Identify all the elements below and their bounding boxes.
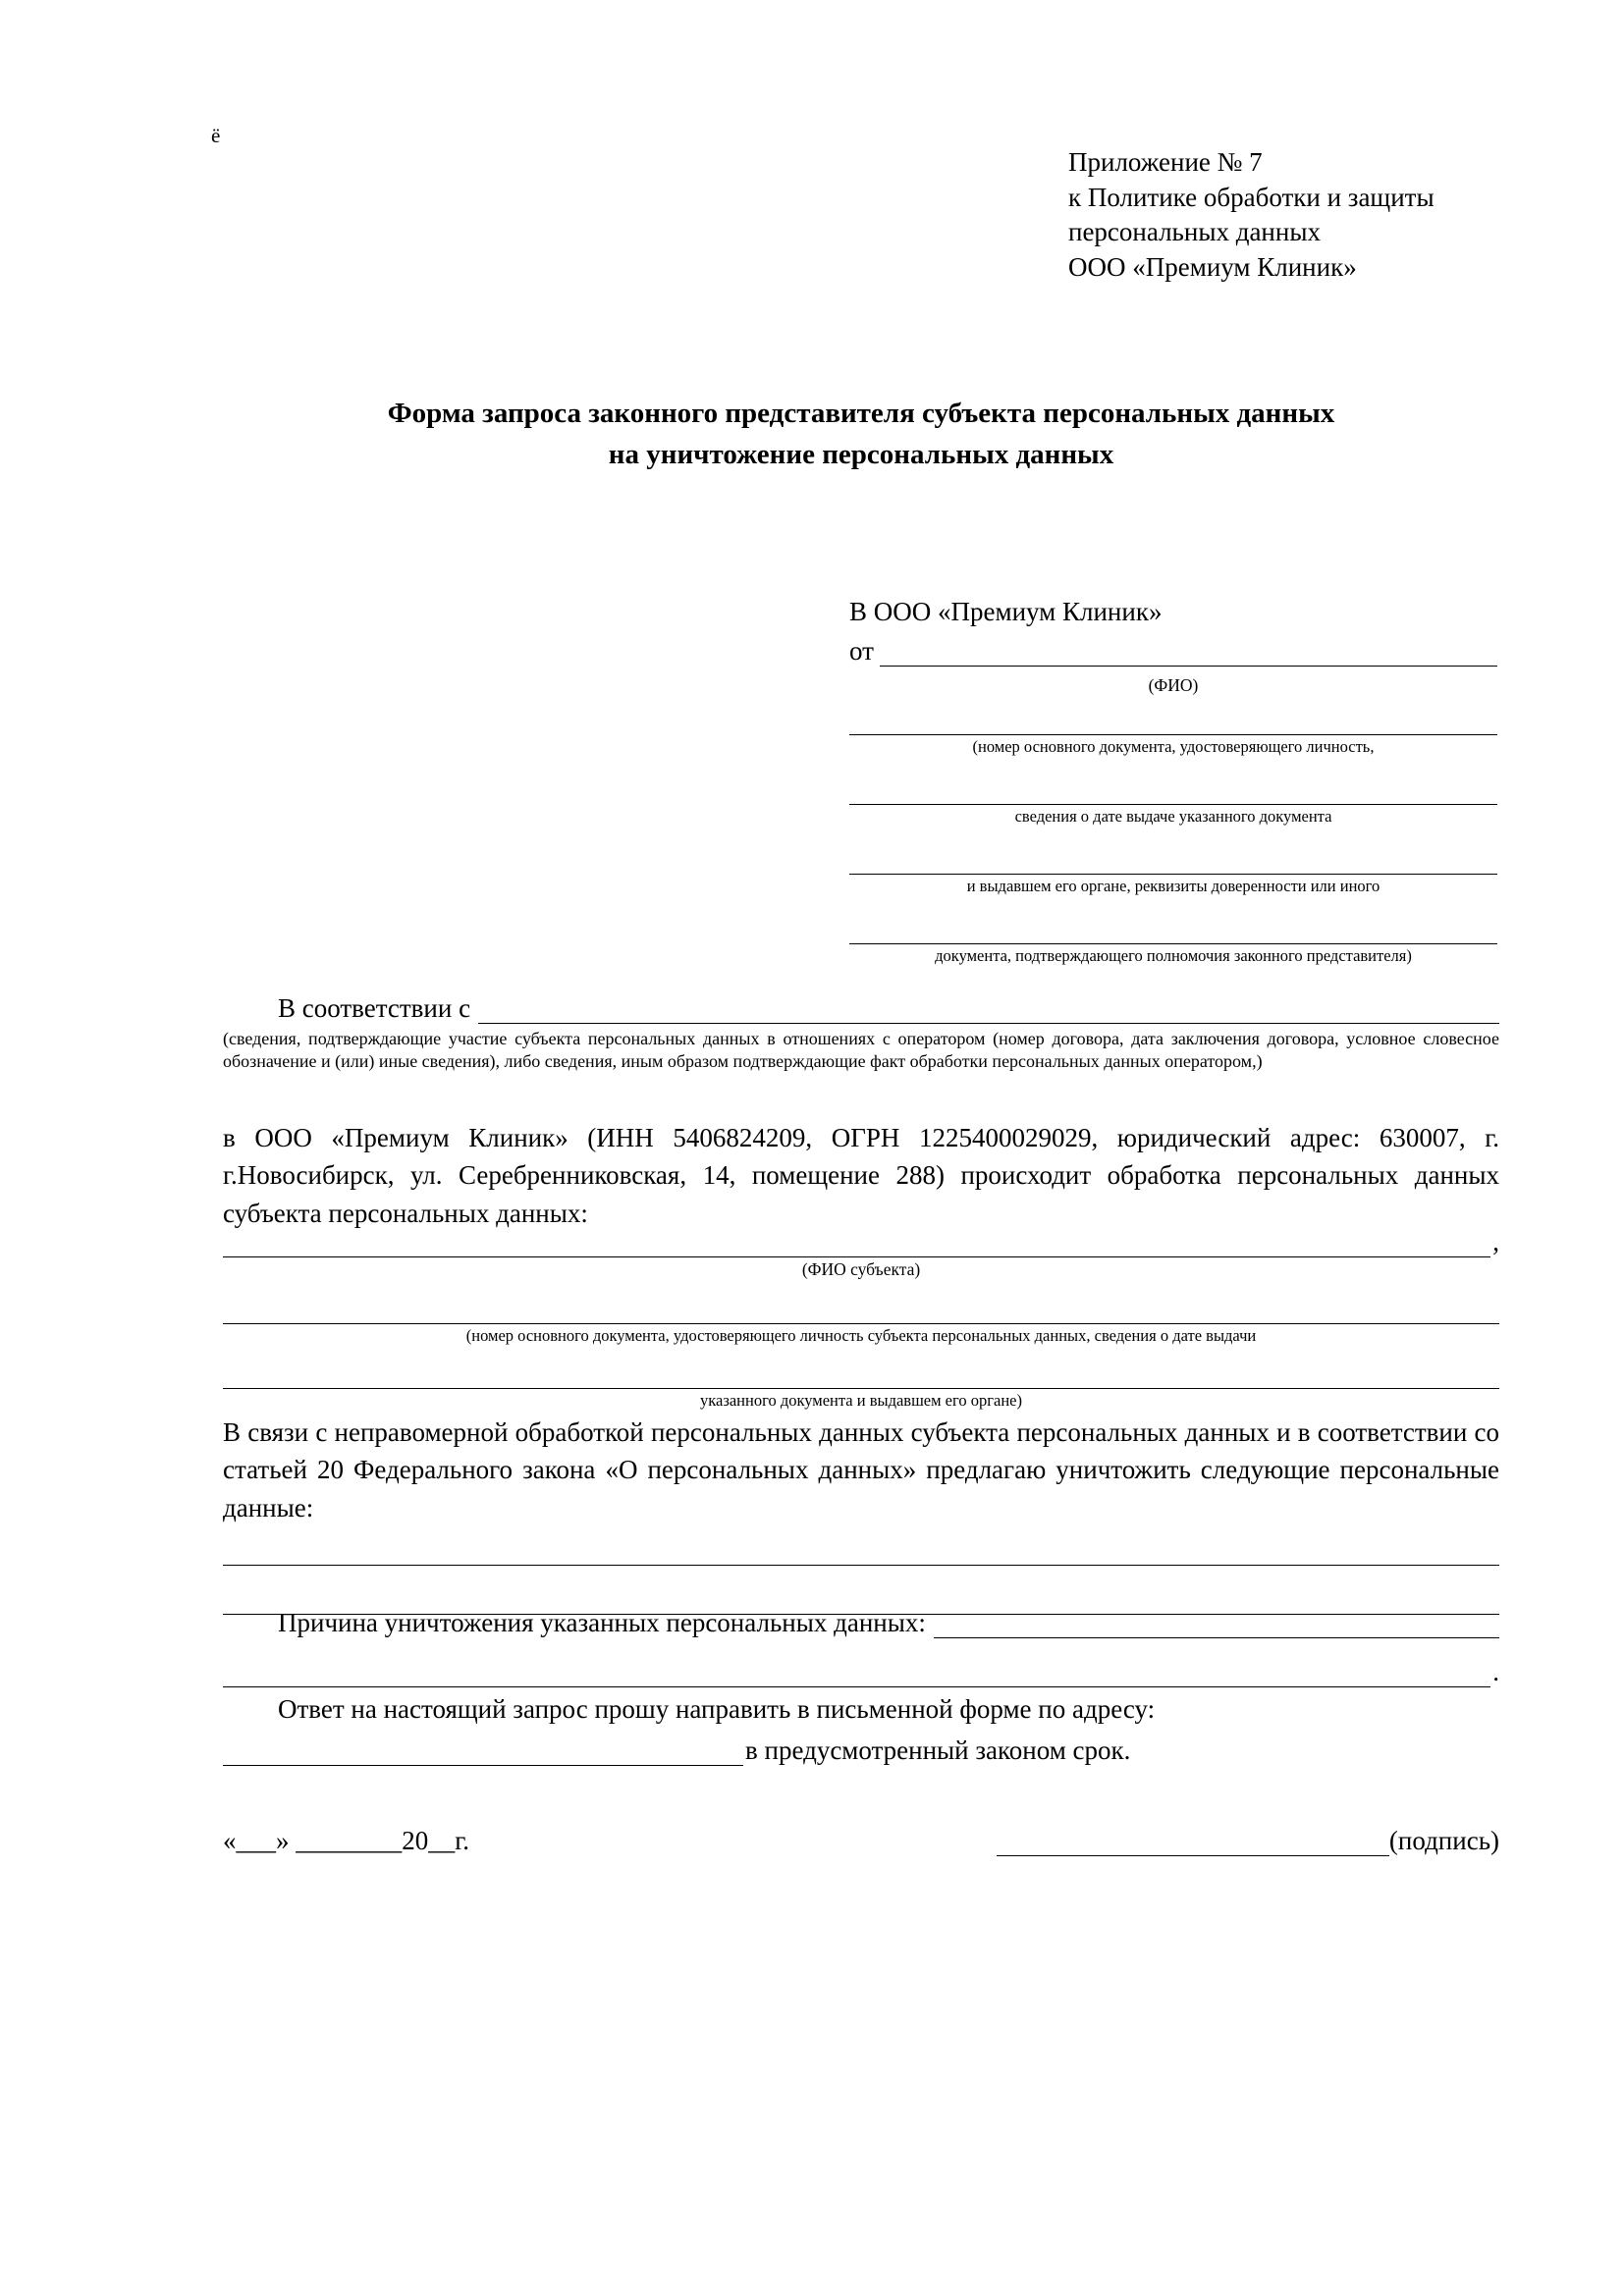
participation-note: (сведения, подтверждающие участие субъекта персональных данных в отношениях с оператором (номер договора, дата заключения договора, условное словесное обозначение и (или) иные сведения), либо сведения, иным образом подтверждающие факт обработки персональных данных оператором,) xyxy=(223,1029,1499,1072)
in-accordance-inline xyxy=(223,993,1499,1024)
title-line-2: на уничтожение персональных данных xyxy=(608,439,1114,471)
data-to-destroy-line-1-wrap xyxy=(223,1541,1499,1566)
in-accordance-label: В соответствии с xyxy=(278,993,471,1023)
doc-date-field[interactable] xyxy=(849,778,1497,805)
reason-field[interactable] xyxy=(934,1612,1499,1638)
doc-authority-caption: документа, подтверждающего полномочия законного представителя) xyxy=(935,946,1412,965)
answer-address-row xyxy=(223,1735,1499,1766)
doc-number-block xyxy=(849,709,1497,758)
subject-doc-block xyxy=(223,1298,1499,1347)
stray-character: ё xyxy=(211,124,221,147)
subject-fio-row xyxy=(223,1227,1499,1257)
doc-number-field[interactable] xyxy=(849,709,1497,735)
from-fio-caption: (ФИО) xyxy=(1148,675,1199,695)
doc-number-caption: (номер основного документа, удостоверяющего личность, xyxy=(972,737,1375,756)
title-line-1: Форма запроса законного представителя субъекта персональных данных xyxy=(387,398,1335,429)
answer-address-inline xyxy=(223,1735,1499,1766)
reason-continuation-row xyxy=(223,1657,1499,1687)
subject-doc2-block xyxy=(223,1362,1499,1412)
signature-caption: (подпись) xyxy=(1388,1826,1499,1855)
doc-issuer-field[interactable] xyxy=(849,848,1497,875)
document-header xyxy=(1068,145,1579,286)
reason-continuation-inline xyxy=(223,1657,1499,1687)
reason-label: Причина уничтожения указанных персональных данных: xyxy=(278,1608,926,1637)
operator-paragraph: в ООО «Премиум Клиник» (ИНН 5406824209, ОГРН 1225400029029, юридический адрес: 630007, г. г.Новосибирск, ул. Серебренниковская, 14, помещение 288) происходит обработка персональных данных субъекта персональных данных: xyxy=(223,1123,1499,1228)
signature-row xyxy=(223,1826,1499,1856)
subject-doc-field[interactable] xyxy=(223,1298,1499,1324)
subject-doc-caption: (номер основного документа, удостоверяющего личность субъекта персональных данных, сведения о дате выдачи xyxy=(465,1326,1257,1345)
addressee-org: В ООО «Премиум Клиник» xyxy=(849,597,1163,626)
answer-paragraph: Ответ на настоящий запрос прошу направить в письменной форме по адресу: xyxy=(278,1694,1156,1724)
signature-block xyxy=(997,1826,1499,1856)
reason-inline xyxy=(223,1608,1499,1638)
header-line-policy: к Политике обработки и защиты xyxy=(1068,182,1435,212)
doc-authority-block xyxy=(849,918,1497,967)
signature-field[interactable] xyxy=(997,1830,1389,1856)
doc-date-block xyxy=(849,778,1497,828)
in-accordance-field[interactable] xyxy=(478,997,1499,1024)
from-row xyxy=(849,636,1497,667)
subject-doc2-caption: указанного документа и выдавшем его органе) xyxy=(700,1391,1022,1410)
doc-authority-field[interactable] xyxy=(849,918,1497,944)
subject-fio-block xyxy=(223,1227,1499,1281)
subject-doc2-field[interactable] xyxy=(223,1362,1499,1389)
date-line[interactable]: «___» ________20__г. xyxy=(223,1826,470,1855)
from-fio-field[interactable] xyxy=(880,640,1497,667)
reason-row xyxy=(223,1608,1499,1638)
header-line-personal-data: персональных данных xyxy=(1068,217,1321,247)
page-title xyxy=(223,393,1499,475)
subject-fio-caption: (ФИО субъекта) xyxy=(801,1259,921,1279)
subject-fio-field[interactable] xyxy=(223,1231,1490,1257)
doc-issuer-caption: и выдавшем его органе, реквизиты доверенности или иного xyxy=(966,877,1380,895)
from-label: от xyxy=(849,636,874,666)
doc-date-caption: сведения о дате выдаче указанного документа xyxy=(1014,807,1332,826)
in-accordance-row xyxy=(223,993,1499,1074)
answer-tail: в предусмотренный законом срок. xyxy=(745,1735,1131,1765)
header-line-company: ООО «Премиум Клиник» xyxy=(1068,251,1357,282)
header-line-appendix: Приложение № 7 xyxy=(1068,147,1263,177)
reason-end-dot: . xyxy=(1492,1657,1499,1686)
reason-field-2[interactable] xyxy=(223,1661,1490,1687)
doc-issuer-block xyxy=(849,848,1497,897)
answer-address-field[interactable] xyxy=(223,1739,743,1766)
data-to-destroy-line-1[interactable] xyxy=(223,1541,1499,1566)
subject-fio-comma: , xyxy=(1492,1227,1499,1256)
unlawful-paragraph: В связи с неправомерной обработкой персональных данных субъекта персональных данных и в соответствии со статьей 20 Федерального закона «О персональных данных» предлагаю уничтожить следующие персональные данные: xyxy=(223,1417,1499,1522)
from-fio-caption-wrap xyxy=(849,673,1497,697)
